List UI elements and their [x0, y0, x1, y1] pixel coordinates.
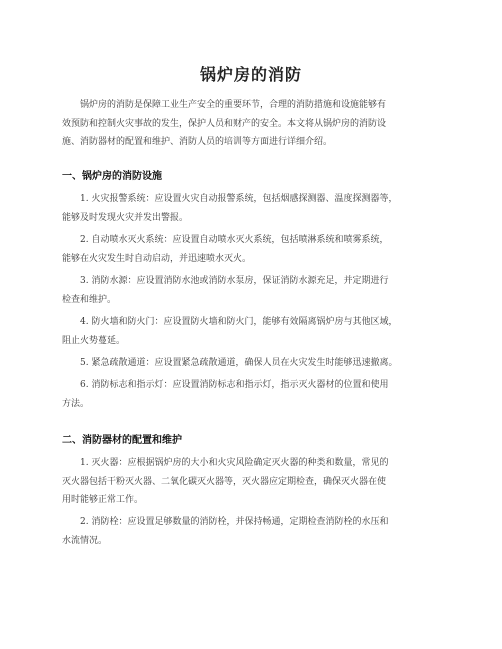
- section-2-heading: 二、消防器材的配置和维护: [62, 435, 182, 446]
- item-line: 2. 自动喷水灭火系统：应设置自动喷水灭火系统，包括喷淋系统和喷雾系统，: [80, 235, 389, 245]
- item-line: 3. 消防水源：应设置消防水池或消防水泵房，保证消防水源充足，并定期进行: [80, 276, 389, 286]
- item-line: 用时能够正常工作。: [62, 495, 144, 505]
- section-1-item-5: [62, 354, 447, 373]
- item-line: 阻止火势蔓延。: [62, 335, 126, 346]
- document-title: 锅炉房的消防: [199, 65, 302, 84]
- item-line: 水流情况。: [62, 535, 108, 546]
- item-line: 4. 防火墙和防火门：应设置防火墙和防火门，能够有效隔离锅炉房与其他区域，: [80, 317, 398, 327]
- intro-line: 施、消防器材的配置和维护、消防人员的培训等方面进行详细介绍。: [62, 137, 333, 147]
- section-1-item-1: [62, 190, 447, 227]
- section-1-item-3: [62, 272, 447, 309]
- item-line: 6. 消防标志和指示灯：应设置消防标志和指示灯，指示灭火器材的位置和使用: [80, 380, 389, 390]
- item-line: 检查和维护。: [62, 294, 117, 305]
- item-line: 方法。: [62, 398, 90, 409]
- intro-paragraph: [62, 96, 447, 152]
- section-2-item-1: [62, 454, 447, 510]
- item-line: 能够及时发现火灾并发出警报。: [62, 212, 189, 223]
- section-1-item-4: [62, 313, 447, 350]
- item-line: 5. 紧急疏散通道：应设置紧急疏散通道，确保人员在火灾发生时能够迅速撤离。: [80, 358, 398, 368]
- section-2-item-2: [62, 513, 447, 550]
- item-line: 1. 灭火器：应根据锅炉房的大小和火灾风险确定灭火器的种类和数量，常见的: [80, 458, 389, 468]
- item-line: 2. 消防栓：应设置足够数量的消防栓，并保持畅通，定期检查消防栓的水压和: [80, 517, 389, 527]
- intro-line: 效预防和控制火灾事故的发生，保护人员和财产的安全。本文将从锅炉房的消防设: [62, 118, 387, 129]
- intro-line: 锅炉房的消防是保障工业生产安全的重要环节，合理的消防措施和设施能够有: [80, 100, 387, 110]
- section-1-heading: 一、锅炉房的消防设施: [62, 171, 162, 182]
- item-line: 能够在火灾发生时自动启动，并迅速喷水灭火。: [62, 253, 252, 264]
- item-line: 1. 火灾报警系统：应设置火灾自动报警系统，包括烟感探测器、温度探测器等，: [80, 194, 398, 204]
- item-line: 灭火器包括干粉灭火器、二氧化碳灭火器等，灭火器应定期检查，确保灭火器在使: [62, 476, 387, 487]
- section-1-item-6: [62, 376, 447, 413]
- section-1-item-2: [62, 231, 447, 268]
